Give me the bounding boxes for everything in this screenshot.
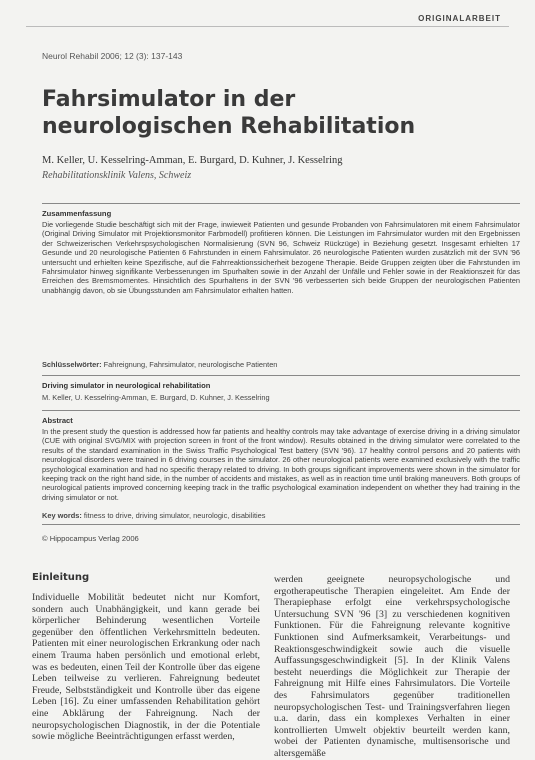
english-title: Driving simulator in neurological rehabilitation: [42, 381, 211, 390]
keywords-de: [42, 360, 277, 369]
divider: [42, 375, 520, 376]
article-title: Fahrsimulator in der neurologischen Rehabilitation: [42, 87, 416, 139]
keywords-de-value: Fahreignung, Fahrsimulator, neurologische Patienten: [103, 360, 278, 369]
intro-left-column: Individuelle Mobilität bedeutet nicht nur Komfort, sondern auch Unabhängigkeit, und kann gerade bei körperlicher Behinderung wesentlichen Vorteile gegenüber den öffentlichen Verkehrsmitteln bedeuten. Patienten mit einer neurologischen Erkrankung oder nach einem Trauma haben persönlich und emotional erlebt, was es bedeuten, einen Teil der Kontrolle über das eigene Leben teilweise zu verlieren. Fahreignung bedeutet Freude, Selbstständigkeit und Kontrolle über das eigene Leben [16]. Zu einer umfassenden Rehabilitation gehört eine Abklärung der Fahreignung. Nach der neuropsychologischen Diagnostik, in der die Potentiale sowie mögliche Beeinträchtigungen erfasst werden,: [32, 592, 260, 743]
keywords-de-label: Schlüsselwörter:: [42, 360, 102, 369]
abstract-body: In the present study the question is addressed how far patients and healthy controls may take advantage of exercise driving in a driving simulator (CUE with original SVG/MIX with projection screen in front of the front window). Results obtained in the driving simulator were correlated to the results of the standard examination in the Swiss Traffic Psychological Test battery (SVN '96). 17 healthy control persons and 20 patients with neurological disorders were trained in 6 driving courses in the simulator. 26 other neurological patients were examined exclusively with the traffic psychological examination and had no specific therapy related to driving. In both groups significant improvements were shown in the simulator for keeping track on the right hand side, in the number of accidents and mistakes, as well as in reaction time until braking maneuvers. Both groups of neurological patients improved concerning keeping track in the traffic psychological examination independent on whether they had training in the driving simulator or not.: [42, 427, 520, 502]
keywords-en: [42, 511, 265, 520]
english-authors: M. Keller, U. Kesselring-Amman, E. Burgard, D. Kuhner, J. Kesselring: [42, 393, 270, 402]
summary-heading: Zusammenfassung: [42, 209, 112, 218]
divider: [42, 410, 520, 411]
summary-body: Die vorliegende Studie beschäftigt sich mit der Frage, inwieweit Patienten und gesunde Probanden von Fahrsimulatoren mit einem Fahrsimulator (Original Driving Simulator mit Projektionsmonitor Farbmodell) profitieren können. Die Leistungen im Fahrsimulator wurden mit den Ergebnissen der Schweizerischen Verkehrspsychologischen Normalisierung (SVN 96, Schweiz Rückzüge) in Beziehung gesetzt. Insgesamt erhielten 17 Gesunde und 20 neurologische Patienten 6 Fahrstunden in einem Fahrsimulator. 26 neurologische Patienten wurden zusätzlich mit der SVN '96 untersucht und erhielten keine Spezifische, auf die Fahrreaktionssicherheit bezogene Therapie. Beide Gruppen zeigten über die Fahrstunden im Fahrsimulator hinweg signifikante Verbesserungen im Spurhalten sowie in der Anzahl der Unfälle und Fehler sowie in der Reaktionszeit für das Erreichen des Bremsmomentes. Hinsichtlich des Spurhaltens in der SVN '96 verbesserten sich beide Gruppen der neurologischen Patienten unabhängig davon, ob sie Übungsstunden am Fahrsimulator erhalten hatten.: [42, 220, 520, 295]
abstract-heading: Abstract: [42, 416, 73, 425]
divider: [42, 203, 520, 204]
keywords-en-value: fitness to drive, driving simulator, neurologic, disabilities: [83, 511, 266, 520]
divider: [42, 524, 520, 525]
copyright: © Hippocampus Verlag 2006: [42, 534, 139, 543]
header-rule: [26, 26, 509, 27]
section-label: ORIGINALARBEIT: [418, 14, 501, 23]
journal-citation: Neurol Rehabil 2006; 12 (3): 137-143: [42, 51, 183, 61]
affiliation: Rehabilitationsklinik Valens, Schweiz: [42, 170, 192, 181]
author-list: M. Keller, U. Kesselring-Amman, E. Burgard, D. Kuhner, J. Kesselring: [42, 155, 343, 166]
intro-right-column: werden geeignete neuropsychologische und ergotherapeutische Therapien eingeleitet. Am Ende der Therapiephase erfolgt eine verkehrspsychologische Untersuchung SVN '96 [3] zu verschiedenen kognitiven Funktionen. Für die Fahreignung relevante kognitive Funktionen sind Aufmerksamkeit, Verarbeitungs- und Reaktionsgeschwindigkeit sowie auch die visuelle Auffassungsgeschwindigkeit [5]. In der Klinik Valens besteht neuerdings die Möglichkeit zur Therapie der Fahreignung mit Hilfe eines Fahrsimulators. Die Vorteile des Fahrsimulators gegenüber traditionellen neuropsychologischen Test- und Trainingsverfahren liegen u.a. darin, dass ein komplexes Verhalten in einer kontrollierten Umwelt objektiv beurteilt werden kann, wobei der Patienten dynamische, multisensorische und altersgemäße: [274, 574, 510, 759]
keywords-en-label: Key words:: [42, 511, 82, 520]
intro-heading: Einleitung: [32, 572, 90, 583]
